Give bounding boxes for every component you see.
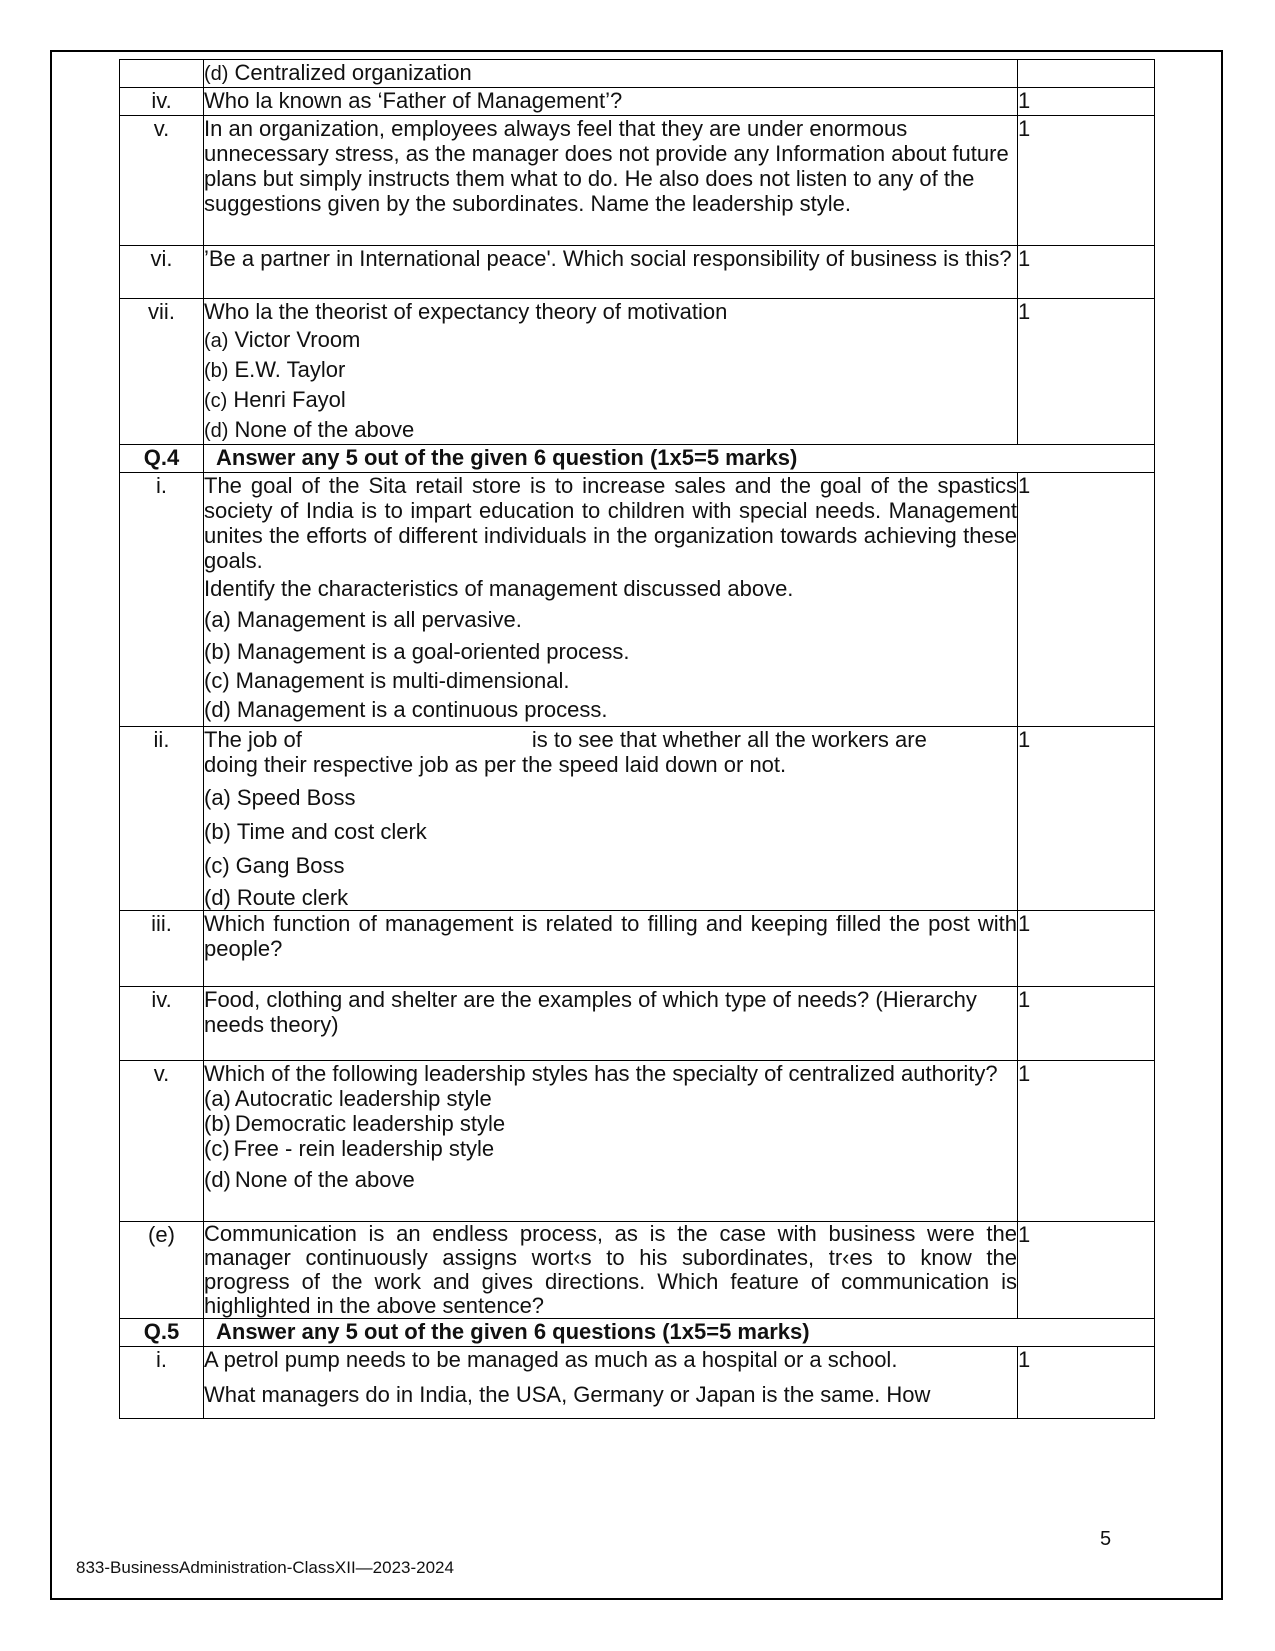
question-line: ’Be a partner in International peace'. Which social responsibility of business is this? <box>204 246 1012 271</box>
option-item <box>204 885 1017 910</box>
question-text <box>204 473 1018 727</box>
option-letter: (d) <box>204 420 229 442</box>
option-text: Gang Boss <box>235 853 345 878</box>
option-item <box>204 697 1017 722</box>
option-item <box>204 1136 1017 1161</box>
option-text: Centralized organization <box>234 60 472 85</box>
marks: 1 <box>1018 473 1155 727</box>
question-number: iii. <box>120 911 204 987</box>
question-line: Identify the characteristics of management discussed above. <box>204 576 794 601</box>
marks: 1 <box>1018 246 1155 299</box>
option-letter: (a) <box>204 785 231 810</box>
option-text: None of the above <box>234 1167 415 1192</box>
option-text: Henri Fayol <box>233 387 346 412</box>
question-text <box>204 88 1018 116</box>
question-line: The goal of the Sita retail store is to increase sales and the goal of the spastics society of India is to impart education to children with special needs. Management unites the efforts of different individuals in the organization towards achieving these goals. <box>204 473 1017 573</box>
option-text: Management is all pervasive. <box>236 607 522 632</box>
page-number: 5 <box>1100 1528 1112 1550</box>
option-item <box>204 327 1017 354</box>
question-number: v. <box>120 116 204 246</box>
question-number: iv. <box>120 987 204 1061</box>
table-row <box>120 987 1155 1061</box>
option-item <box>204 639 1017 664</box>
section-header-row <box>120 1319 1155 1347</box>
marks: 1 <box>1018 1222 1155 1319</box>
option-letter: (d) <box>204 63 229 85</box>
option-text: E.W. Taylor <box>234 357 346 382</box>
option-text: Management is multi-dimensional. <box>235 668 570 693</box>
table-row <box>120 1222 1155 1319</box>
option-item <box>204 1167 1017 1192</box>
table-row <box>120 299 1155 445</box>
marks: 1 <box>1018 727 1155 911</box>
question-table <box>119 59 1155 1419</box>
question-line: The job of <box>204 727 302 752</box>
option-letter: (b) <box>204 639 231 664</box>
option-item <box>204 607 1017 632</box>
question-text <box>204 60 1018 88</box>
question-text <box>204 1222 1018 1319</box>
option-text: Autocratic leadership style <box>234 1086 492 1111</box>
table-row <box>120 473 1155 727</box>
marks: 1 <box>1018 911 1155 987</box>
question-line: Who la known as ‘Father of Management’? <box>204 88 623 113</box>
table-row <box>120 116 1155 246</box>
question-number: iv. <box>120 88 204 116</box>
option-letter: (d) <box>204 1167 231 1192</box>
question-text <box>204 116 1018 246</box>
question-line: In an organization, employees always feel that they are under enormous unnecessary stress, as the manager does not provide any Information about future plans but simply instructs them what to do. He also does not listen to any of the suggestions given by the subordinates. Name the leadership style. <box>204 116 1009 216</box>
option-text: Route clerk <box>236 885 349 910</box>
marks: 1 <box>1018 1347 1155 1419</box>
option-letter: (d) <box>204 885 231 910</box>
option-letter: (b) <box>204 360 229 382</box>
question-line: Which of the following leadership styles has the specialty of centralized authority? <box>204 1061 998 1086</box>
option-letter: (c) <box>204 1136 230 1161</box>
option-item <box>204 819 1017 844</box>
question-number: (e) <box>120 1222 204 1319</box>
question-text <box>204 1061 1018 1222</box>
option-letter: (b) <box>204 819 231 844</box>
section-heading: Answer any 5 out of the given 6 question (1x5=5 marks) <box>204 445 1155 473</box>
question-number: vi. <box>120 246 204 299</box>
marks: 1 <box>1018 1061 1155 1222</box>
option-item <box>204 1111 1017 1136</box>
table-row <box>120 88 1155 116</box>
question-number: i. <box>120 473 204 727</box>
table-row <box>120 1347 1155 1419</box>
question-number: i. <box>120 1347 204 1419</box>
table-row <box>120 911 1155 987</box>
marks: 1 <box>1018 116 1155 246</box>
option-item <box>204 387 1017 414</box>
question-line: Communication is an endless process, as is the case with business were the manager continuously assigns wort‹s to his subordinates, tr‹es to know the progress of the work and gives directions. Which feature of communication is highlighted in the above sentence? <box>204 1221 1017 1318</box>
question-number: vii. <box>120 299 204 445</box>
option-item <box>204 853 1017 878</box>
question-line: Which function of management is related to filling and keeping filled the post with people? <box>204 911 1017 961</box>
option-letter: (a) <box>204 607 231 632</box>
question-number <box>120 60 204 88</box>
option-text: Victor Vroom <box>234 327 361 352</box>
question-line: Who la the theorist of expectancy theory of motivation <box>204 299 728 324</box>
question-text <box>204 246 1018 299</box>
option-item <box>204 357 1017 384</box>
question-line: is to see that whether all the workers are <box>531 727 927 752</box>
option-text: Management is a continuous process. <box>236 697 608 722</box>
question-text <box>204 987 1018 1061</box>
question-line: What managers do in India, the USA, Germany or Japan is the same. How <box>204 1382 931 1407</box>
section-number: Q.5 <box>120 1319 204 1347</box>
option-text: Free - rein leadership style <box>233 1136 495 1161</box>
option-text: Speed Boss <box>236 785 356 810</box>
option-letter: (a) <box>204 1086 231 1111</box>
option-letter: (c) <box>204 390 228 412</box>
question-text <box>204 1347 1018 1419</box>
option-letter: (a) <box>204 330 229 352</box>
option-letter: (d) <box>204 697 231 722</box>
option-text: None of the above <box>234 417 415 442</box>
question-text <box>204 299 1018 445</box>
question-number: ii. <box>120 727 204 911</box>
question-line: Food, clothing and shelter are the examples of which type of needs? (Hierarchy needs theory) <box>204 987 977 1037</box>
marks <box>1018 60 1155 88</box>
option-item <box>204 1086 1017 1111</box>
table-row <box>120 1061 1155 1222</box>
marks: 1 <box>1018 299 1155 445</box>
option-text: Democratic leadership style <box>234 1111 506 1136</box>
footer-text: 833-BusinessAdministration-ClassXII—2023-2024 <box>76 1558 454 1577</box>
option-item <box>204 417 1017 444</box>
option-letter: (c) <box>204 853 230 878</box>
question-line: doing their respective job as per the speed laid down or not. <box>204 752 787 777</box>
table-row <box>120 60 1155 88</box>
table-row <box>120 246 1155 299</box>
question-number: v. <box>120 1061 204 1222</box>
option-letter: (c) <box>204 668 230 693</box>
question-text <box>204 911 1018 987</box>
option-text: Time and cost clerk <box>236 819 427 844</box>
table-row <box>120 727 1155 911</box>
option-item <box>204 668 1017 693</box>
question-text <box>204 727 1018 911</box>
marks: 1 <box>1018 987 1155 1061</box>
marks: 1 <box>1018 88 1155 116</box>
section-heading: Answer any 5 out of the given 6 questions (1x5=5 marks) <box>204 1319 1155 1347</box>
section-header-row <box>120 445 1155 473</box>
option-item <box>204 785 1017 810</box>
option-text: Management is a goal-oriented process. <box>236 639 630 664</box>
section-number: Q.4 <box>120 445 204 473</box>
option-letter: (b) <box>204 1111 231 1136</box>
question-line: A petrol pump needs to be managed as much as a hospital or a school. <box>204 1347 898 1372</box>
